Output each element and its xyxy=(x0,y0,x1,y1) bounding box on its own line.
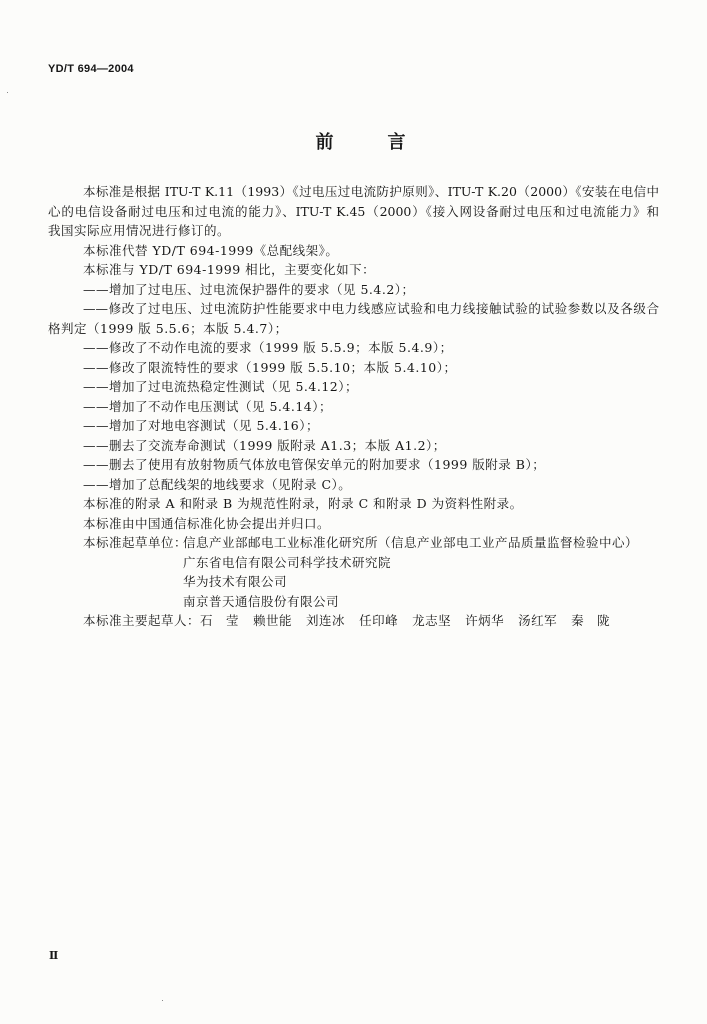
drafter-name: 汤红军 xyxy=(518,613,558,628)
change-item: ——增加了对地电容测试（见 5.4.16）； xyxy=(83,418,319,433)
drafters-line xyxy=(48,611,659,631)
drafting-unit: 华为技术有限公司 xyxy=(183,574,288,589)
replaces-paragraph: 本标准代替 YD/T 694-1999《总配线架》。 xyxy=(83,242,339,258)
change-item-line: ——修改了过电压、过电流防护性能要求中电力线感应试验和电力线接触试验的试验参数以及各级合 xyxy=(83,301,659,316)
change-item-line: 格判定（1999 版 5.5.6；本版 5.4.7）； xyxy=(48,320,288,336)
drafter-name: 龙志坚 xyxy=(412,613,452,628)
comparison-intro: 本标准与 YD/T 694-1999 相比，主要变化如下： xyxy=(83,262,376,277)
drafting-unit: 南京普天通信股份有限公司 xyxy=(183,593,340,609)
drafting-units-list xyxy=(183,533,638,611)
drafter-name: 任印峰 xyxy=(359,613,399,628)
change-item: ——修改了不动作电流的要求（1999 版 5.5.9；本版 5.4.9）； xyxy=(83,340,453,355)
page-title: 前 言 xyxy=(315,132,412,153)
changes-list xyxy=(48,280,659,495)
intro-line: 心的电信设备耐过电压和过电流的能力》、ITU-T K.45（2000）《接入网设备耐过电压和过电流能力》和 xyxy=(48,203,659,219)
change-item: ——增加了不动作电压测试（见 5.4.14）； xyxy=(83,398,332,414)
drafter-name: 石 莹 xyxy=(200,613,240,628)
scan-speck xyxy=(162,1000,163,1001)
drafter-name: 赖世能 xyxy=(253,613,293,628)
change-item xyxy=(48,299,659,338)
drafter-name: 秦 陇 xyxy=(571,613,611,628)
drafting-unit: 广东省电信有限公司科学技术研究院 xyxy=(183,554,392,570)
scan-speck xyxy=(7,92,8,93)
change-item: ——删去了使用有放射物质气体放电管保安单元的附加要求（1999 版附录 B）； xyxy=(83,457,546,472)
drafters-label: 本标准主要起草人： xyxy=(83,613,201,628)
intro-line: 我国实际应用情况进行修订的。 xyxy=(48,223,231,238)
drafting-unit: 信息产业部邮电工业标准化研究所（信息产业部电工业产品质量监督检验中心） xyxy=(183,535,639,550)
drafting-units xyxy=(48,533,659,611)
drafter-name: 刘连冰 xyxy=(306,613,346,628)
page-number: Ⅱ xyxy=(49,949,59,962)
drafting-units-label: 本标准起草单位： xyxy=(83,535,188,550)
change-item: ——增加了过电流热稳定性测试（见 5.4.12）； xyxy=(83,379,358,394)
change-item: ——修改了限流特性的要求（1999 版 5.5.10；本版 5.4.10）； xyxy=(83,359,457,375)
appendices-paragraph: 本标准的附录 A 和附录 B 为规范性附录，附录 C 和附录 D 为资料性附录。 xyxy=(83,496,523,511)
change-item: ——增加了总配线架的地线要求（见附录 C）。 xyxy=(83,476,352,492)
change-item: ——增加了过电压、过电流保护器件的要求（见 5.4.2）； xyxy=(83,281,415,297)
intro-paragraph xyxy=(48,182,659,241)
proposer-paragraph: 本标准由中国通信标准化协会提出并归口。 xyxy=(83,515,331,531)
foreword-body xyxy=(48,182,659,631)
change-item: ——删去了交流寿命测试（1999 版附录 A1.3；本版 A1.2）； xyxy=(83,437,446,453)
drafter-name: 许炳华 xyxy=(465,613,505,628)
intro-line: 本标准是根据 ITU-T K.11（1993）《过电压过电流防护原则》、ITU-T K.20（2000）《安装在电信中 xyxy=(83,184,659,199)
document-code-header: YD/T 694—2004 xyxy=(48,63,134,75)
